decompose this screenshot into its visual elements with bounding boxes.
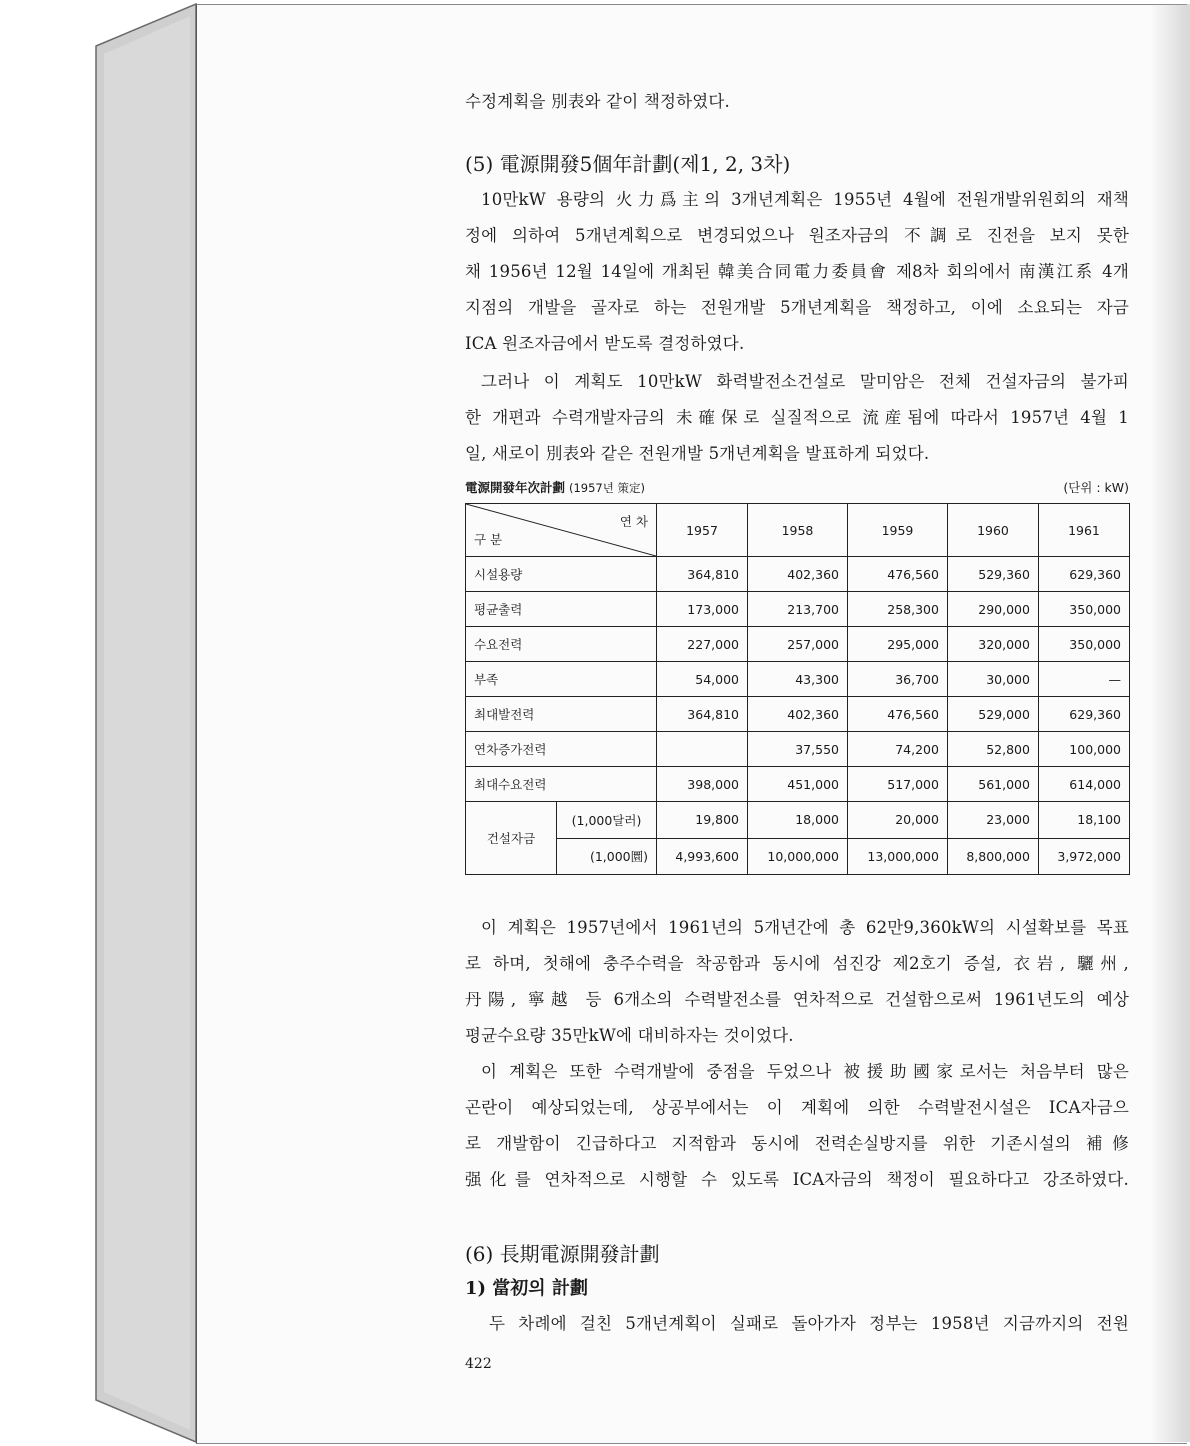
paragraph-line: 이 계획은 또한 수력개발에 중점을 두었으나 被援助國家로서는 처음부터 많은 xyxy=(481,1062,1129,1081)
table-title: 電源開發年次計劃 xyxy=(465,480,566,495)
subunit-dollar: (1,000달러) xyxy=(557,802,656,839)
table-row xyxy=(466,802,1130,839)
paragraph-line: 10만kW 용량의 火力爲主의 3개년계획은 1955년 4월에 전원개발위원회의 재책 xyxy=(481,190,1129,209)
page-edge-shadow xyxy=(1150,4,1190,1442)
row-label: 평균출력 xyxy=(466,592,657,627)
paragraph-line: 일, 새로이 別表와 같은 전원개발 5개년계획을 발표하게 되었다. xyxy=(465,444,930,463)
table-row xyxy=(466,557,1130,592)
table-cell: 629,360 xyxy=(1038,697,1129,732)
table-cell: 18,000 xyxy=(748,802,848,839)
table-cell: 213,700 xyxy=(748,592,848,627)
row-label: 최대발전력 xyxy=(466,697,657,732)
subunit-hwan: (1,000圜) xyxy=(589,849,648,865)
paragraph-line: 곤란이 예상되었는데, 상공부에서는 이 계획에 의한 수력발전시설은 ICA자금으 xyxy=(465,1098,1129,1117)
table-cell: 350,000 xyxy=(1038,627,1129,662)
section-heading-5: (5) 電源開發5個年計劃(제1, 2, 3차) xyxy=(465,152,791,176)
paragraph-line: 평균수요량 35만kW에 대비하자는 것이었다. xyxy=(465,1026,794,1045)
table-cell: 295,000 xyxy=(847,627,947,662)
table-cell: 350,000 xyxy=(1038,592,1129,627)
table-cell: 13,000,000 xyxy=(847,838,947,875)
corner-label-year: 연 차 xyxy=(619,514,648,529)
section-heading-6: (6) 長期電源開發計劃 xyxy=(465,1242,660,1266)
paragraph-line: ICA 원조자금에서 받도록 결정하였다. xyxy=(465,334,745,353)
paragraph-line: 强化를 연차적으로 시행할 수 있도록 ICA자금의 책정이 필요하다고 강조하였다. xyxy=(465,1170,1129,1189)
year-header: 1960 xyxy=(947,504,1038,557)
subsection-heading: 1) 當初의 計劃 xyxy=(465,1278,588,1299)
table-cell: 629,360 xyxy=(1038,557,1129,592)
paragraph-line: 丹陽, 寧越 등 6개소의 수력발전소를 연차적으로 건설함으로써 1961년도의 예상 xyxy=(465,990,1129,1009)
table-cell: 398,000 xyxy=(657,767,748,802)
table-caption xyxy=(465,478,1129,496)
table-cell: 100,000 xyxy=(1038,732,1129,767)
table-cell: 173,000 xyxy=(657,592,748,627)
table-cell: 364,810 xyxy=(657,557,748,592)
table-cell: 23,000 xyxy=(947,802,1038,839)
table-unit: (단위 : kW) xyxy=(1063,480,1129,495)
table-cell: 614,000 xyxy=(1038,767,1129,802)
table-corner-header xyxy=(466,504,657,557)
table-cell: 3,972,000 xyxy=(1038,838,1129,875)
paragraph-line: 한 개편과 수력개발자금의 未確保로 실질적으로 流産됨에 따라서 1957년 4월 1 xyxy=(465,408,1129,427)
table-cell: 227,000 xyxy=(657,627,748,662)
table-cell: 529,000 xyxy=(947,697,1038,732)
table-cell: 529,360 xyxy=(947,557,1038,592)
table-cell: 476,560 xyxy=(847,557,947,592)
table-cell: 37,550 xyxy=(748,732,848,767)
paragraph-line: 로 개발함이 긴급하다고 지적함과 동시에 전력손실방지를 위한 기존시설의 補修 xyxy=(465,1134,1129,1153)
table-cell: 74,200 xyxy=(847,732,947,767)
table-cell: 561,000 xyxy=(947,767,1038,802)
row-label: 최대수요전력 xyxy=(466,767,657,802)
corner-label-category: 구 분 xyxy=(474,532,503,547)
construction-fund-subunits xyxy=(557,802,656,874)
row-label: 수요전력 xyxy=(466,627,657,662)
table-cell: 8,800,000 xyxy=(947,838,1038,875)
table-cell: 364,810 xyxy=(657,697,748,732)
year-header: 1961 xyxy=(1038,504,1129,557)
page-number: 422 xyxy=(465,1356,492,1372)
paragraph-line: 그러나 이 계획도 10만kW 화력발전소건설로 말미암은 전체 건설자금의 불가피 xyxy=(481,372,1129,391)
table-cell: 258,300 xyxy=(847,592,947,627)
construction-fund-group xyxy=(466,802,657,875)
table-cell: 257,000 xyxy=(748,627,848,662)
year-header: 1958 xyxy=(748,504,848,557)
table-row xyxy=(466,732,1130,767)
table-cell xyxy=(657,732,748,767)
table-cell: 517,000 xyxy=(847,767,947,802)
table-cell: 54,000 xyxy=(657,662,748,697)
table-cell: 402,360 xyxy=(748,697,848,732)
power-plan-table xyxy=(465,503,1130,875)
paragraph-line: 채 1956년 12월 14일에 개최된 韓美合同電力委員會 제8차 회의에서 南漢江系 4개 xyxy=(465,262,1129,281)
table-cell: 43,300 xyxy=(748,662,848,697)
construction-fund-label: 건설자금 xyxy=(466,802,557,874)
table-cell: 30,000 xyxy=(947,662,1038,697)
paragraph-line: 정에 의하여 5개년계획으로 변경되었으나 원조자금의 不調로 진전을 보지 못한 xyxy=(465,226,1129,245)
table-row xyxy=(466,662,1130,697)
paragraph-line: 두 차례에 걸친 5개년계획이 실패로 돌아가자 정부는 1958년 지금까지의 전원 xyxy=(489,1314,1129,1333)
paragraph-intro: 수정계획을 別表와 같이 책정하였다. xyxy=(465,92,730,111)
table-cell: — xyxy=(1038,662,1129,697)
table-row xyxy=(466,767,1130,802)
table-cell: 320,000 xyxy=(947,627,1038,662)
table-cell: 52,800 xyxy=(947,732,1038,767)
table-cell: 290,000 xyxy=(947,592,1038,627)
year-header: 1957 xyxy=(657,504,748,557)
row-label: 시설용량 xyxy=(466,557,657,592)
table-cell: 19,800 xyxy=(657,802,748,839)
table-row xyxy=(466,697,1130,732)
construction-fund-wrapper xyxy=(466,802,656,874)
table-cell: 476,560 xyxy=(847,697,947,732)
table-row xyxy=(466,592,1130,627)
year-header: 1959 xyxy=(847,504,947,557)
table-cell: 402,360 xyxy=(748,557,848,592)
table-cell: 451,000 xyxy=(748,767,848,802)
paragraph-line: 이 계획은 1957년에서 1961년의 5개년간에 총 62만9,360kW의 시설확보를 목표 xyxy=(481,918,1129,937)
table-row xyxy=(466,627,1130,662)
paragraph-line: 지점의 개발을 골자로 하는 전원개발 5개년계획을 책정하고, 이에 소요되는 자금 xyxy=(465,298,1129,317)
paragraph-line: 로 하며, 첫해에 충주수력을 착공함과 동시에 섬진강 제2호기 증설, 衣岩, 驪州, xyxy=(465,954,1129,973)
row-label: 연차증가전력 xyxy=(466,732,657,767)
table-cell: 18,100 xyxy=(1038,802,1129,839)
table-title-note: (1957년 策定) xyxy=(569,481,646,495)
table-cell: 20,000 xyxy=(847,802,947,839)
row-label: 부족 xyxy=(466,662,657,697)
table-cell: 4,993,600 xyxy=(657,838,748,875)
table-header-row xyxy=(466,504,1130,557)
table-cell: 10,000,000 xyxy=(748,838,848,875)
table-cell: 36,700 xyxy=(847,662,947,697)
